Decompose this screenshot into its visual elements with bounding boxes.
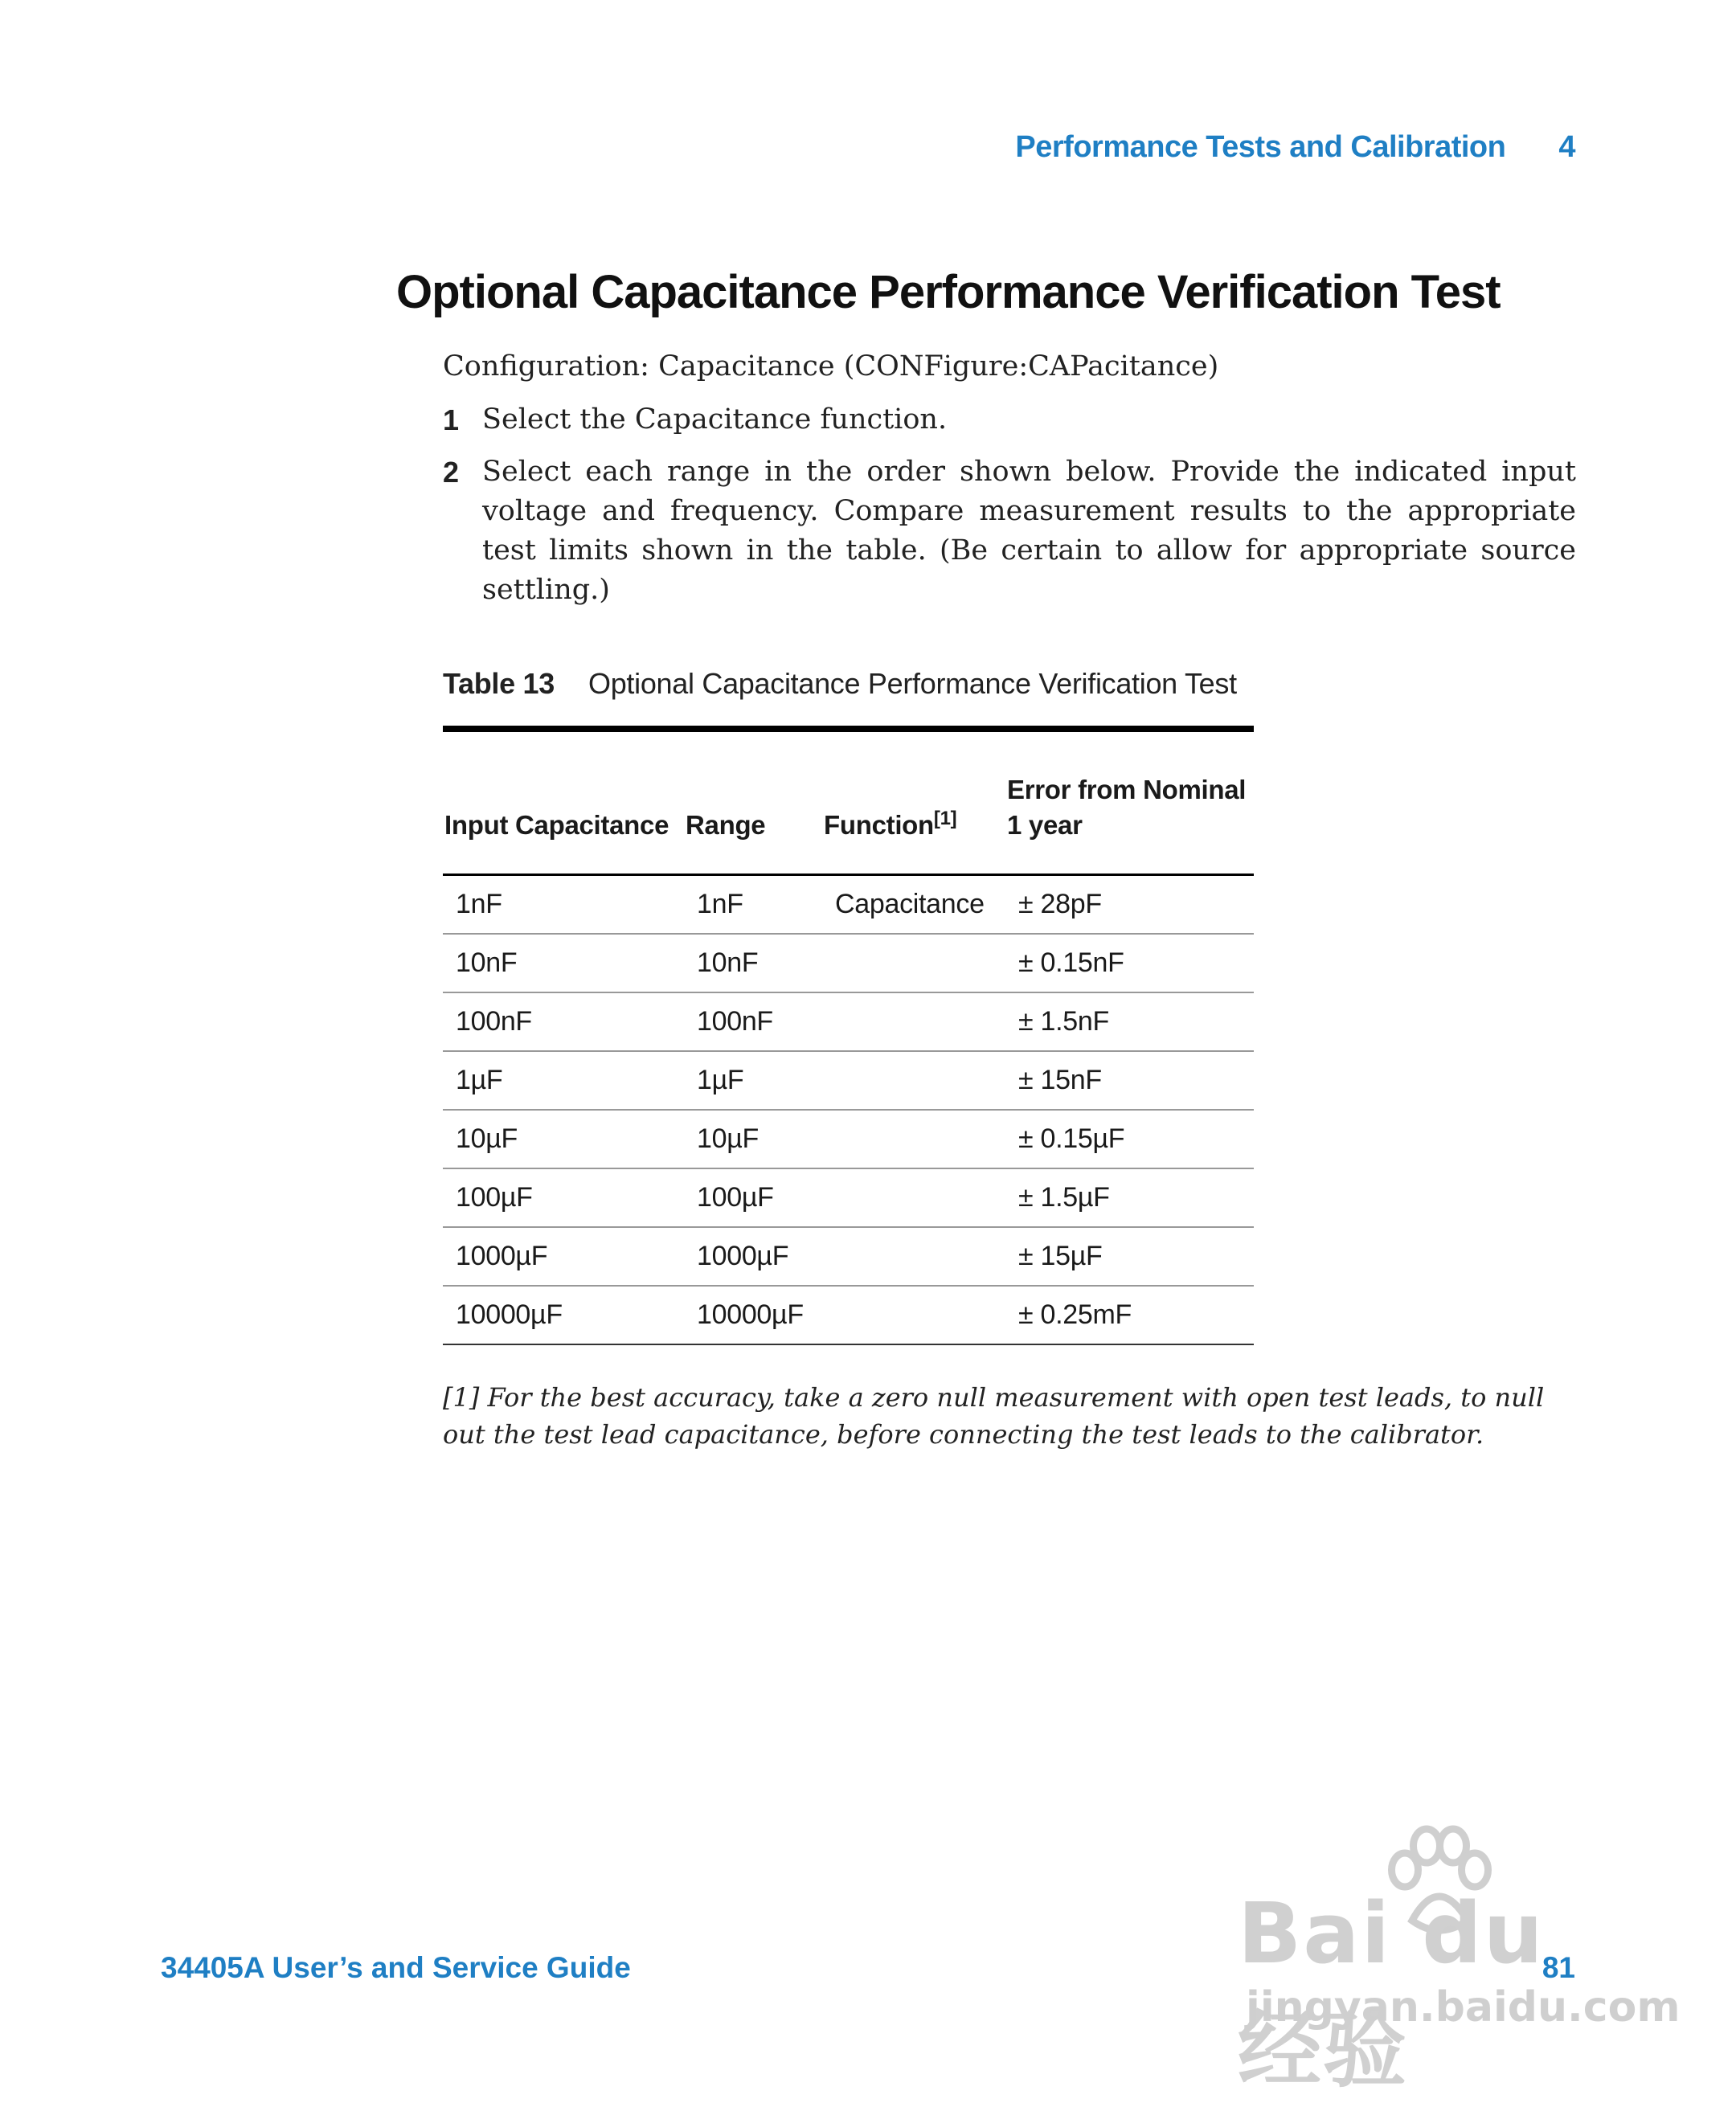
table-row: [443, 1110, 1254, 1168]
cell-function: [822, 992, 1005, 1051]
cell-range: 1000µF: [684, 1227, 822, 1286]
cell-function: [822, 1051, 1005, 1110]
cell-input: 10µF: [443, 1110, 684, 1168]
footer-page-number: 81: [1542, 1951, 1575, 1984]
cell-range: 100µF: [684, 1168, 822, 1227]
baidu-watermark: [1238, 1824, 1681, 2099]
cell-function: [822, 1227, 1005, 1286]
page-title: Optional Capacitance Performance Verification Test: [396, 266, 1501, 318]
running-header: [1015, 130, 1575, 165]
cell-input: 1000µF: [443, 1227, 684, 1286]
cell-input: 1nF: [443, 875, 684, 935]
step-number: 1: [443, 403, 460, 436]
cell-function: [822, 934, 1005, 992]
footer-guide-title: 34405A User’s and Service Guide: [161, 1951, 631, 1984]
cell-error: ± 1.5µF: [1005, 1168, 1254, 1227]
cell-error: ± 0.25mF: [1005, 1286, 1254, 1344]
configuration-line: Configuration: Capacitance (CONFigure:CAPacitance): [443, 350, 1219, 383]
watermark-brand: Bai du 经验: [1238, 1884, 1545, 2099]
table-row: [443, 1051, 1254, 1110]
cell-input: 10nF: [443, 934, 684, 992]
table-label: Table 13: [443, 667, 555, 700]
header-chapter-number: 4: [1558, 130, 1575, 164]
header-error-line2: 1 year: [1007, 810, 1083, 840]
step-number: 2: [443, 456, 460, 489]
step-text: Select the Capacitance function.: [482, 403, 948, 436]
cell-range: 1nF: [684, 875, 822, 935]
cell-error: ± 0.15µF: [1005, 1110, 1254, 1168]
cell-input: 10000µF: [443, 1286, 684, 1344]
header-error: [1005, 729, 1254, 875]
step-1: [443, 400, 1576, 440]
cell-function: [822, 1168, 1005, 1227]
table-row: [443, 992, 1254, 1051]
watermark-url: jingyan.baidu.com: [1246, 1983, 1681, 2031]
cell-input: 100nF: [443, 992, 684, 1051]
table-row: [443, 1168, 1254, 1227]
header-section-title: Performance Tests and Calibration: [1015, 130, 1506, 164]
cell-input: 1µF: [443, 1051, 684, 1110]
table-row: [443, 1286, 1254, 1344]
cell-input: 100µF: [443, 1168, 684, 1227]
cell-range: 10nF: [684, 934, 822, 992]
table-row: [443, 875, 1254, 935]
step-text: Select each range in the order shown below. Provide the indicated input voltage and frequency. Compare measurement results to the appropriate test limits shown in the table. (Be certain to allow for appropriate source settling.): [482, 456, 1576, 606]
table-caption-text: Optional Capacitance Performance Verification Test: [588, 667, 1237, 700]
cell-range: 1µF: [684, 1051, 822, 1110]
cell-error: ± 1.5nF: [1005, 992, 1254, 1051]
table-header-row: [443, 729, 1254, 875]
cell-function: Capacitance: [822, 875, 1005, 935]
table-row: [443, 1227, 1254, 1286]
table-footnote: [1] For the best accuracy, take a zero null measurement with open test leads, to null out the test lead capacitance, before connecting the test leads to the calibrator.: [443, 1382, 1545, 1450]
cell-range: 100nF: [684, 992, 822, 1051]
step-2: [443, 452, 1576, 610]
header-error-line1: Error from Nominal: [1007, 775, 1247, 804]
cell-error: ± 0.15nF: [1005, 934, 1254, 992]
capacitance-verification-table: [443, 726, 1254, 1345]
cell-function: [822, 1110, 1005, 1168]
header-range: Range: [684, 729, 822, 875]
footnote-ref: [1]: [933, 808, 957, 829]
table-caption: [443, 667, 1237, 701]
cell-range: 10µF: [684, 1110, 822, 1168]
page-footer: [161, 1951, 1575, 1985]
paw-logo-icon: [1378, 1824, 1499, 1945]
header-function-label: Function: [824, 810, 934, 840]
cell-error: ± 15µF: [1005, 1227, 1254, 1286]
cell-error: ± 15nF: [1005, 1051, 1254, 1110]
cell-error: ± 28pF: [1005, 875, 1254, 935]
cell-range: 10000µF: [684, 1286, 822, 1344]
header-function: [822, 729, 1005, 875]
cell-function: [822, 1286, 1005, 1344]
table-row: [443, 934, 1254, 992]
header-input-capacitance: Input Capacitance: [443, 729, 684, 875]
